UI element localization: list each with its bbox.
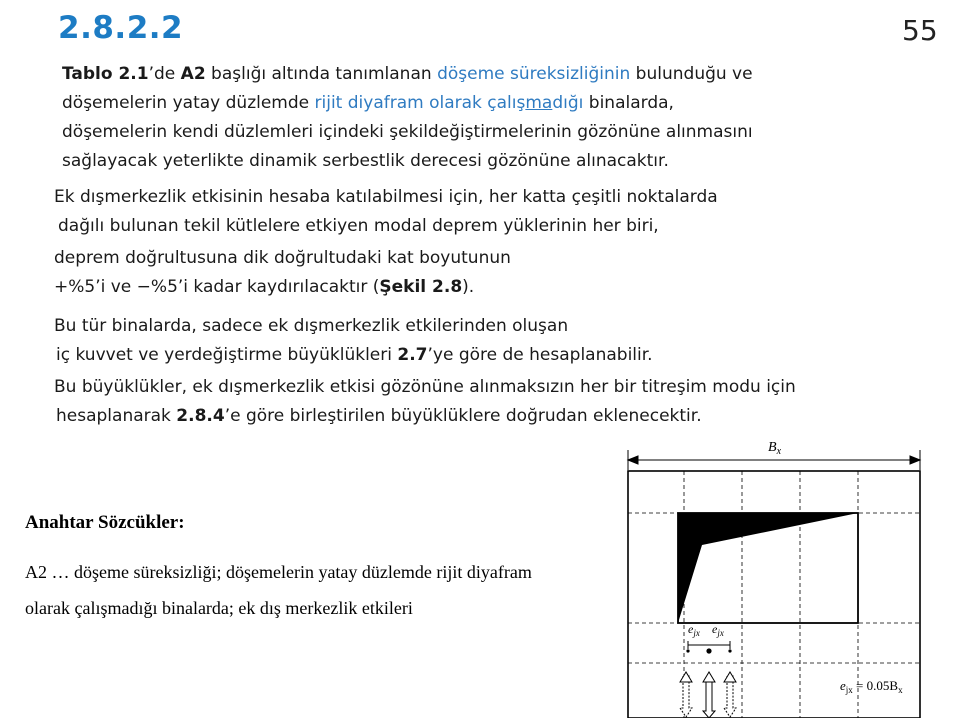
paragraph-5 — [54, 373, 796, 431]
paragraph-1-line-2: döşemelerin yatay düzlemde rijit diyafram olarak çalışmadığı binalarda, — [62, 93, 674, 113]
paragraph-1-line-4: sağlayacak yeterlikte dinamik serbestlik derecesi gözönüne alınacaktır. — [62, 151, 669, 171]
a2-label: A2 — [180, 64, 206, 84]
load-arrow-right — [724, 672, 736, 717]
eccentricity-bracket — [688, 641, 730, 649]
paragraph-2 — [54, 183, 718, 241]
highlight-underlined: ma — [525, 93, 553, 113]
section-title: 2.8.2.2 — [58, 10, 184, 46]
paragraph-4-line-1: Bu tür binalarda, sadece ek dışmerkezlik etkilerinden oluşan — [54, 316, 569, 336]
highlight-discontinuity: döşeme süreksizliğinin — [437, 64, 631, 84]
paragraph-3 — [54, 244, 511, 302]
paragraph-1-line-1: Tablo 2.1’de A2 başlığı altında tanımlanan döşeme süreksizliğinin bulunduğu ve — [62, 64, 753, 84]
eccentricity-formula: $e_{jx} = 0.05B_x$ — [840, 678, 903, 695]
paragraph-4-line-2: iç kuvvet ve yerdeğiştirme büyüklükleri 2.7’ye göre de hesaplanabilir. — [56, 345, 653, 365]
keywords-line-2: olarak çalışmadığı binalarda; ek dış merkezlik etkileri — [25, 598, 413, 618]
paragraph-4 — [54, 312, 653, 370]
eccentricity-label-right: $e_{jx}$ — [712, 622, 724, 638]
section-reference-2-8-4: 2.8.4 — [176, 406, 225, 426]
load-arrow-left — [680, 672, 692, 717]
load-arrow-center — [703, 672, 715, 718]
paragraph-1 — [62, 60, 753, 176]
keywords-line-1: A2 … döşeme süreksizliği; döşemelerin yatay düzlemde rijit diyafram — [25, 562, 532, 582]
eccentricity-label-left: $e_{jx}$ — [688, 622, 700, 638]
section-reference-2-7: 2.7 — [397, 345, 428, 365]
mass-point-left — [686, 649, 689, 652]
page-number: 55 — [902, 14, 938, 47]
eccentricity-figure — [620, 433, 940, 718]
dimension-label: $B_x$ — [768, 440, 782, 457]
highlight-rigid-diaphragm: rijit diyafram olarak çalış — [314, 93, 526, 113]
paragraph-5-line-2: hesaplanarak 2.8.4’e göre birleştirilen büyüklüklere doğrudan eklenecektir. — [56, 406, 702, 426]
modal-load-shape — [678, 513, 858, 623]
paragraph-3-line-1: deprem doğrultusuna dik doğrultudaki kat boyutunun — [54, 248, 511, 268]
mass-point-right — [728, 649, 731, 652]
earthquake-load-arrows — [680, 672, 736, 718]
figure-reference: Şekil 2.8 — [379, 277, 463, 297]
mass-center-dot — [706, 648, 711, 653]
paragraph-1-line-3: döşemelerin kendi düzlemleri içindeki şekildeğiştirmelerinin gözönüne alınmasını — [62, 122, 753, 142]
keywords-title: Anahtar Sözcükler: — [25, 512, 185, 533]
paragraph-5-line-1: Bu büyüklükler, ek dışmerkezlik etkisi gözönüne alınmaksızın her bir titreşim modu için — [54, 377, 796, 397]
table-reference: Tablo 2.1 — [62, 64, 149, 84]
paragraph-2-line-2: dağılı bulunan tekil kütlelere etkiyen modal deprem yüklerinin her biri, — [58, 216, 659, 236]
paragraph-3-line-2: +%5’i ve −%5’i kadar kaydırılacaktır (Şekil 2.8). — [54, 277, 475, 297]
paragraph-2-line-1: Ek dışmerkezlik etkisinin hesaba katılabilmesi için, her katta çeşitli noktalarda — [54, 187, 718, 207]
